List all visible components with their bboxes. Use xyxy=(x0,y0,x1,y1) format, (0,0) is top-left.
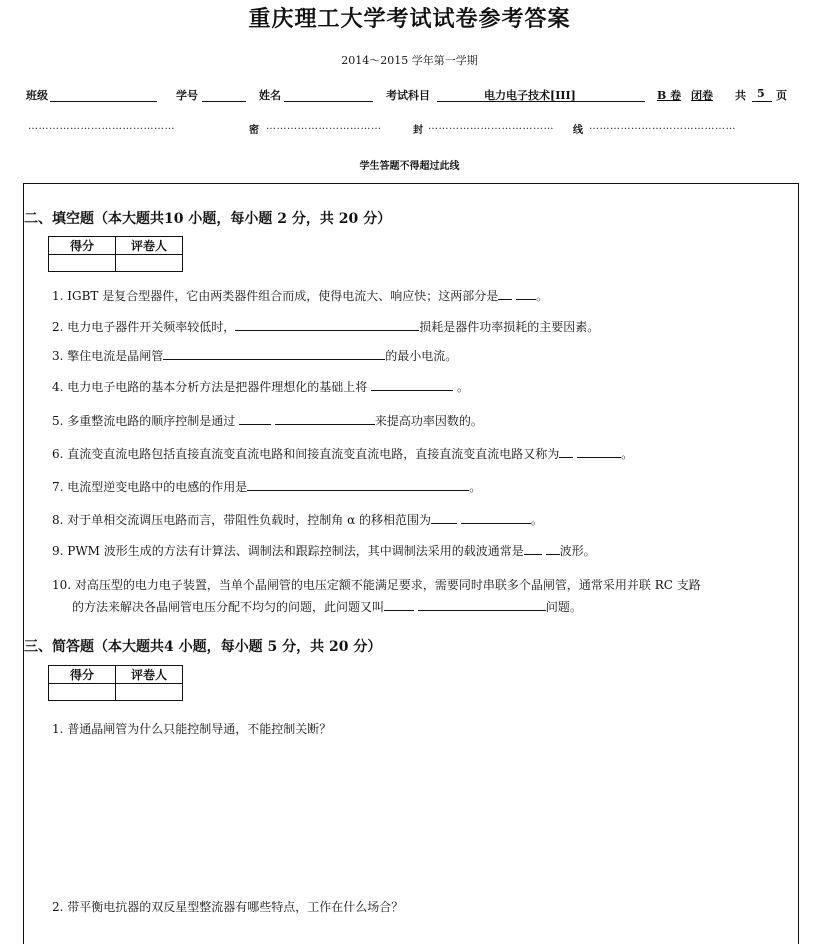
student-id-label: 学号 xyxy=(176,89,198,102)
pages-prefix: 共 xyxy=(735,89,746,102)
short-question-1: 1. 普通晶闸管为什么只能控制导通，不能控制关断？ xyxy=(52,722,332,736)
class-label: 班级 xyxy=(26,89,48,102)
student-id-field[interactable] xyxy=(202,101,246,102)
pages-value: 5 xyxy=(757,87,765,100)
score-cell[interactable] xyxy=(49,684,116,701)
blank[interactable] xyxy=(577,445,621,458)
blank[interactable] xyxy=(239,412,271,425)
fill-question-10: 10. 对高压型的电力电子装置，当单个晶闸管的电压定额不能满足要求，需要同时串联多个晶闸管，通常采用并联 RC 支路 xyxy=(52,578,701,592)
section2-heading: 二、填空题（本大题共10 小题，每小题 2 分，共 20 分） xyxy=(24,211,392,227)
subject-label: 考试科目 xyxy=(386,89,430,102)
seal-note: 学生答题不得超过此线 xyxy=(359,161,460,172)
blank[interactable] xyxy=(498,287,512,300)
blank[interactable] xyxy=(384,598,414,611)
blank[interactable] xyxy=(559,445,573,458)
fill-question-2: 2. 电力电子器件开关频率较低时， 损耗是器件功率损耗的主要因素。 xyxy=(52,320,600,334)
exam-title: 重庆理工大学考试试卷参考答案 xyxy=(248,6,571,32)
name-label: 姓名 xyxy=(259,89,281,102)
blank[interactable] xyxy=(418,598,546,611)
blank[interactable] xyxy=(275,412,375,425)
subject-value: 电力电子技术[III] xyxy=(484,89,576,102)
class-field[interactable] xyxy=(50,101,157,102)
fill-question-4: 4. 电力电子电路的基本分析方法是把器件理想化的基础上将 。 xyxy=(52,380,469,394)
academic-term: 2014～2015 学年第一学期 xyxy=(341,54,478,67)
paper-type: B 卷 xyxy=(657,89,682,102)
section2-score-box xyxy=(48,236,183,272)
fill-question-3: 3. 擎住电流是晶闸管 的最小电流。 xyxy=(52,349,458,363)
blank[interactable] xyxy=(247,478,469,491)
blank[interactable] xyxy=(546,542,560,555)
pages-underline xyxy=(752,101,772,102)
fill-question-9: 9. PWM 波形生成的方法有计算法、调制法和跟踪控制法，其中调制法采用的载波通常是 波形。 xyxy=(52,544,596,558)
seal-dots-2: …………………………… xyxy=(266,121,382,132)
grader-cell[interactable] xyxy=(116,255,183,272)
section3-score-box xyxy=(48,665,183,701)
seal-dots-4: …………………………………… xyxy=(589,121,736,132)
blank[interactable] xyxy=(163,347,385,360)
exam-type: 闭卷 xyxy=(691,89,713,102)
blank[interactable] xyxy=(235,318,419,331)
blank[interactable] xyxy=(524,542,542,555)
seal-feng: 封 xyxy=(413,125,424,136)
short-question-2: 2. 带平衡电抗器的双反星型整流器有哪些特点，工作在什么场合？ xyxy=(52,900,404,914)
score-label: 得分 xyxy=(49,237,116,255)
fill-question-5: 5. 多重整流电路的顺序控制是通过 来提高功率因数的。 xyxy=(52,414,483,428)
blank[interactable] xyxy=(516,287,536,300)
section3-heading: 三、简答题（本大题共4 小题，每小题 5 分，共 20 分） xyxy=(24,639,382,655)
score-cell[interactable] xyxy=(49,255,116,272)
seal-mi: 密 xyxy=(249,125,260,136)
blank[interactable] xyxy=(371,378,453,391)
fill-question-1: 1. IGBT 是复合型器件，它由两类器件组合而成，使得电流大、响应快；这两部分是 。 xyxy=(52,289,549,303)
name-field[interactable] xyxy=(284,101,373,102)
fill-question-10-cont: 的方法来解决各晶闸管电压分配不均匀的问题，此问题又叫 问题。 xyxy=(72,600,582,614)
seal-dots-3: ……………………………… xyxy=(428,121,554,132)
blank[interactable] xyxy=(461,511,531,524)
seal-xian: 线 xyxy=(573,125,584,136)
seal-dots-1: …………………………………… xyxy=(28,121,175,132)
grader-label: 评卷人 xyxy=(116,237,183,255)
fill-question-8: 8. 对于单相交流调压电路而言，带阻性负载时，控制角 α 的移相范围为 。 xyxy=(52,513,543,527)
grader-label: 评卷人 xyxy=(116,666,183,684)
score-label: 得分 xyxy=(49,666,116,684)
fill-question-7: 7. 电流型逆变电路中的电感的作用是 。 xyxy=(52,480,482,494)
fill-question-6: 6. 直流变直流电路包括直接直流变直流电路和间接直流变直流电路，直接直流变直流电路又称为 。 xyxy=(52,447,634,461)
grader-cell[interactable] xyxy=(116,684,183,701)
pages-suffix: 页 xyxy=(776,89,787,102)
blank[interactable] xyxy=(431,511,457,524)
